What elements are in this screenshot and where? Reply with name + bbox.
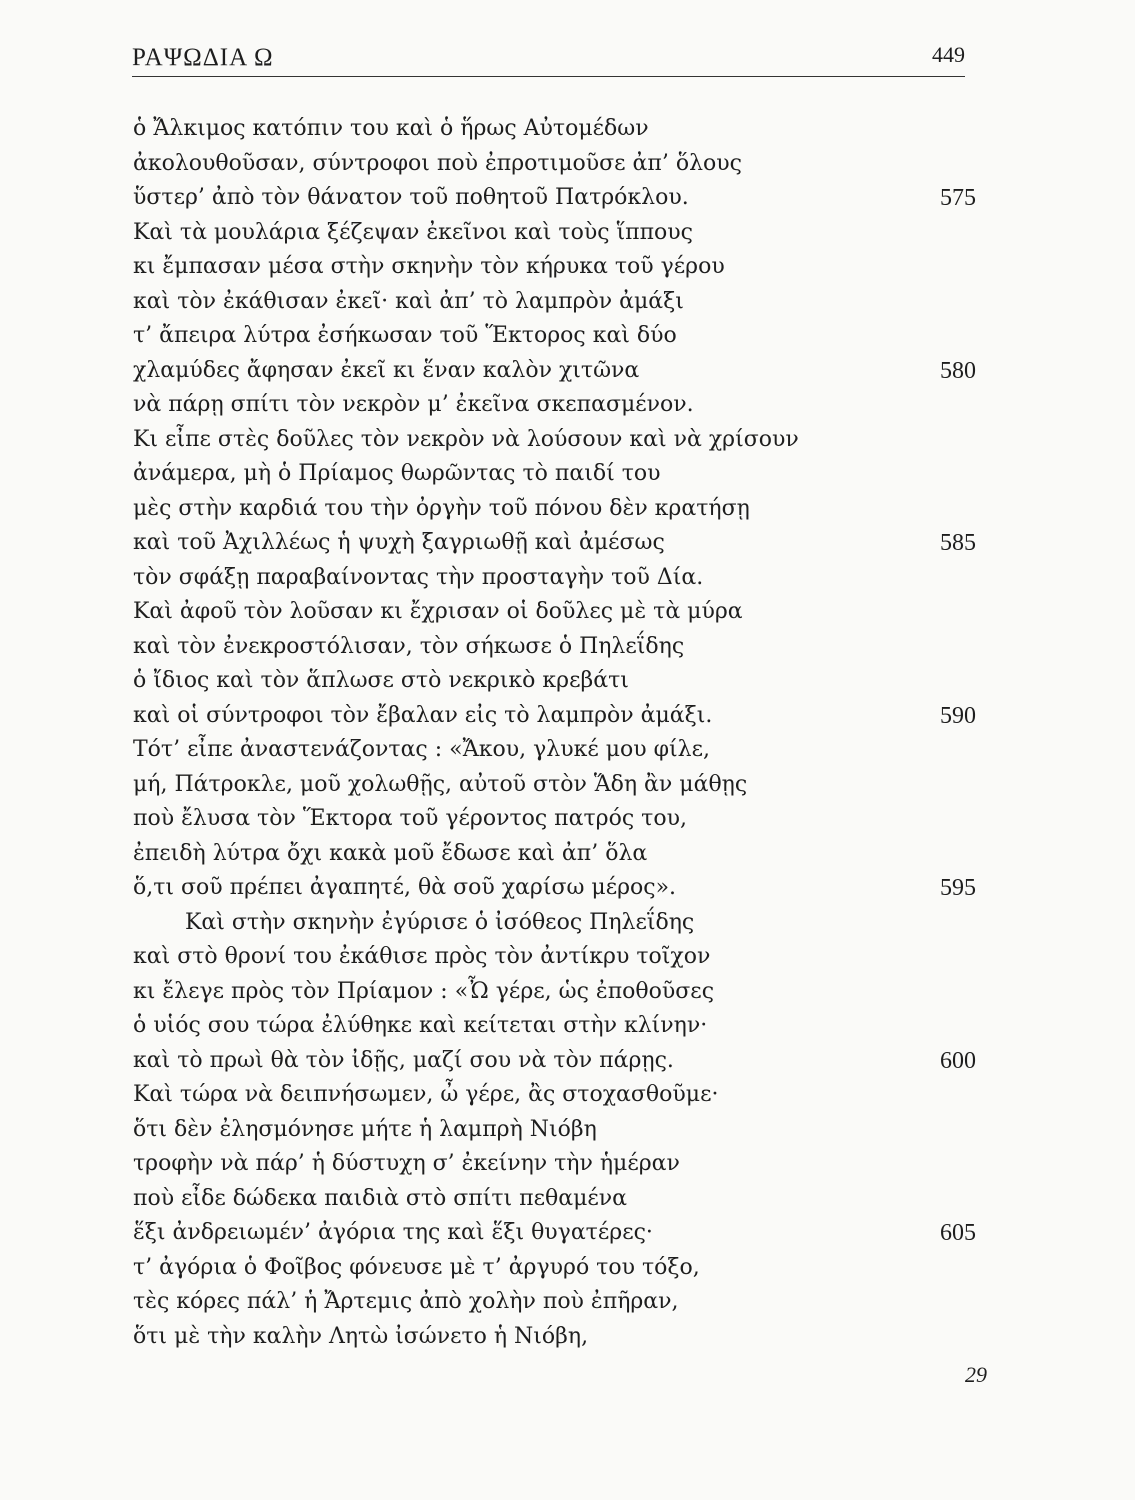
verse-line	[133, 492, 973, 527]
verse-text: κι ἔλεγε πρὸς τὸν Πρίαμον : «Ὦ γέρε, ὡς ἐποθοῦσες	[133, 978, 715, 1004]
line-number: 600	[940, 1047, 976, 1074]
verse-text: τ’ ἀγόρια ὁ Φοῖβος φόνευσε μὲ τ’ ἀργυρό του τόξο,	[133, 1254, 700, 1280]
verse-line	[133, 423, 973, 458]
verse-text: ἐπειδὴ λύτρα ὄχι κακὰ μοῦ ἔδωσε καὶ ἀπ’ ὅλα	[133, 840, 648, 866]
verse-line	[133, 1285, 973, 1320]
line-number: 595	[940, 875, 976, 901]
verse-line	[133, 1044, 976, 1079]
line-number: 585	[940, 530, 976, 556]
verse-text: χλαμύδες ἄφησαν ἐκεῖ κι ἕναν καλὸν χιτῶνα	[133, 357, 640, 383]
verse-line	[133, 1251, 973, 1286]
verse-line	[133, 112, 973, 147]
verse-line	[133, 940, 973, 975]
verse-text: Κι εἶπε στὲς δοῦλες τὸν νεκρὸν νὰ λούσουν καὶ νὰ χρίσουν	[133, 426, 799, 452]
verse-line	[133, 1078, 973, 1113]
verse-text: ὕστερ’ ἀπὸ τὸν θάνατον τοῦ ποθητοῦ Πατρόκλου.	[133, 185, 689, 210]
verse-text: καὶ στὸ θρονί του ἐκάθισε πρὸς τὸν ἀντίκρυ τοῖχον	[133, 944, 711, 969]
verse-line	[133, 871, 976, 906]
page-number: 449	[932, 42, 965, 67]
verse-line	[133, 250, 973, 285]
line-number: 580	[940, 357, 976, 384]
verse-line	[133, 733, 973, 768]
verse-line	[133, 216, 973, 251]
verse-text: ὅτι δὲν ἐλησμόνησε μήτε ἡ λαμπρὴ Νιόβη	[133, 1116, 597, 1142]
verse-text: ἀνάμερα, μὴ ὁ Πρίαμος θωρῶντας τὸ παιδί του	[133, 461, 661, 486]
verse-text: κι ἔμπασαν μέσα στὴν σκηνὴν τὸν κήρυκα τοῦ γέρου	[133, 254, 725, 279]
verse-line	[133, 526, 976, 561]
verse-text: καὶ τὸν ἐνεκροστόλισαν, τὸν σήκωσε ὁ Πηλεΐδης	[133, 633, 685, 659]
verse-text: Καὶ στὴν σκηνὴν ἐγύρισε ὁ ἰσόθεος Πηλεΐδης	[185, 909, 695, 935]
folio-signature: 29	[965, 1362, 987, 1387]
verse-text: Καὶ τὰ μουλάρια ξέζεψαν ἐκεῖνοι καὶ τοὺς ἵππους	[133, 219, 694, 245]
verse-text: καὶ τοῦ Ἀχιλλέως ἡ ψυχὴ ξαγριωθῇ καὶ ἀμέσως	[133, 530, 665, 555]
verse-text: ποὺ εἶδε δώδεκα παιδιὰ στὸ σπίτι πεθαμένα	[133, 1185, 628, 1211]
verse-line	[133, 630, 973, 665]
verse-line	[133, 457, 973, 492]
verse-text: ἀκολουθοῦσαν, σύντροφοι ποὺ ἐπροτιμοῦσε ἀπ’ ὅλους	[133, 150, 742, 176]
verse-line	[133, 561, 973, 596]
verse-line	[133, 837, 973, 872]
verse-line	[133, 285, 973, 320]
verse-line	[133, 664, 973, 699]
verse-line	[133, 147, 973, 182]
line-number: 575	[940, 185, 976, 211]
verse-text: τὲς κόρες πάλ’ ἡ Ἄρτεμις ἀπὸ χολὴν ποὺ ἐπῆραν,	[133, 1289, 679, 1314]
running-header	[132, 40, 965, 76]
running-title: ΡΑΨΩΔΙΑ Ω	[132, 44, 274, 71]
verse-text: ὁ Ἄλκιμος κατόπιν του καὶ ὁ ἥρως Αὐτομέδων	[133, 116, 649, 141]
verse-line	[133, 1182, 973, 1217]
verse-line	[133, 1320, 973, 1355]
verse-text: τροφὴν νὰ πάρ’ ἡ δύστυχη σ’ ἐκείνην τὴν ἡμέραν	[133, 1151, 680, 1176]
verse-line	[133, 906, 973, 941]
verse-text: Καὶ τώρα νὰ δειπνήσωμεν, ὦ γέρε, ἂς στοχασθοῦμε·	[133, 1082, 719, 1107]
verse-text: καὶ τὸ πρωὶ θὰ τὸν ἰδῇς, μαζί σου νὰ τὸν πάρῃς.	[133, 1047, 674, 1073]
verse-line	[133, 388, 973, 423]
verse-text: Καὶ ἀφοῦ τὸν λοῦσαν κι ἔχρισαν οἱ δοῦλες μὲ τὰ μύρα	[133, 599, 743, 624]
line-number: 605	[940, 1220, 976, 1246]
verse-text: μὲς στὴν καρδιά του τὴν ὀργὴν τοῦ πόνου δὲν κρατήσῃ	[133, 495, 750, 521]
verse-text: Τότ’ εἶπε ἀναστενάζοντας : «Ἄκου, γλυκέ μου φίλε,	[133, 737, 710, 762]
verse-line	[133, 595, 973, 630]
header-rule	[132, 76, 965, 77]
verse-line	[133, 1009, 973, 1044]
verse-text: ἕξι ἀνδρειωμέν’ ἀγόρια της καὶ ἕξι θυγατέρες·	[133, 1220, 653, 1245]
verse-text: ὅ,τι σοῦ πρέπει ἀγαπητέ, θὰ σοῦ χαρίσω μέρος».	[133, 875, 677, 900]
verse-line	[133, 1216, 976, 1251]
verse-block	[133, 112, 976, 1354]
verse-text: ποὺ ἔλυσα τὸν Ἕκτορα τοῦ γέροντος πατρός του,	[133, 806, 687, 831]
verse-text: μή, Πάτροκλε, μοῦ χολωθῇς, αὐτοῦ στὸν Ἅδη ἂν μάθῃς	[133, 771, 748, 797]
verse-text: νὰ πάρῃ σπίτι τὸν νεκρὸν μ’ ἐκεῖνα σκεπασμένον.	[133, 392, 694, 417]
verse-text: καὶ οἱ σύντροφοι τὸν ἔβαλαν εἰς τὸ λαμπρὸν ἀμάξι.	[133, 702, 713, 728]
verse-text: ὁ ἴδιος καὶ τὸν ἅπλωσε στὸ νεκρικὸ κρεβάτι	[133, 668, 629, 693]
verse-line	[133, 354, 976, 389]
verse-text: τ’ ἄπειρα λύτρα ἐσήκωσαν τοῦ Ἕκτορος καὶ δύο	[133, 323, 677, 348]
verse-text: τὸν σφάξῃ παραβαίνοντας τὴν προσταγὴν τοῦ Δία.	[133, 564, 704, 590]
verse-line	[133, 975, 973, 1010]
verse-line	[133, 1147, 973, 1182]
verse-line	[133, 699, 976, 734]
verse-text: ὁ υἱός σου τώρα ἐλύθηκε καὶ κείτεται στὴν κλίνην·	[133, 1013, 708, 1038]
verse-line	[133, 768, 973, 803]
verse-line	[133, 802, 973, 837]
verse-text: καὶ τὸν ἐκάθισαν ἐκεῖ· καὶ ἀπ’ τὸ λαμπρὸν ἀμάξι	[133, 288, 684, 314]
verse-text: ὅτι μὲ τὴν καλὴν Λητὼ ἰσώνετο ἡ Νιόβη,	[133, 1323, 589, 1349]
verse-line	[133, 181, 976, 216]
verse-line	[133, 1113, 973, 1148]
verse-line	[133, 319, 973, 354]
line-number: 590	[940, 702, 976, 729]
